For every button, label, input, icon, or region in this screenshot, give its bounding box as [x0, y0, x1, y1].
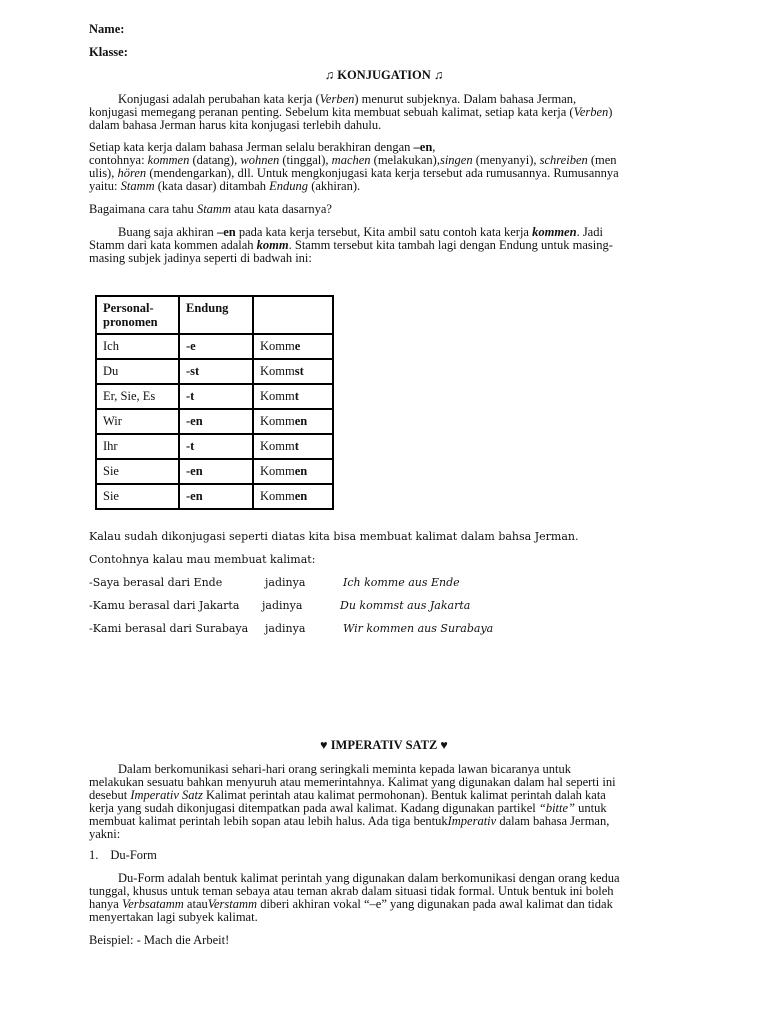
table-row: [96, 384, 333, 409]
ending-cell: -e: [179, 334, 253, 359]
conjugated-cell: Kommen: [253, 409, 333, 434]
conjugated-cell: Kommen: [253, 459, 333, 484]
pronoun-cell: Ich: [96, 334, 179, 359]
example-indonesian: -Saya berasal dari Ende: [89, 576, 223, 589]
paragraph-line: Stamm dari kata kommen adalah komm. Stamm tersebut kita tambah lagi dengan Endung untuk masing-: [89, 238, 613, 252]
list-item-du-form: 1. Du-Form: [89, 848, 157, 862]
paragraph-line: tunggal, khusus untuk teman sebaya atau teman akrab dalam situasi tidak formal. Untuk bentuk ini boleh: [89, 884, 614, 898]
paragraph-line: membuat kalimat perintah lebih sopan atau lebih halus. Ada tiga bentukImperativ dalam bahasa Jerman,: [89, 814, 610, 828]
pronoun-cell: Wir: [96, 409, 179, 434]
paragraph-line: dalam bahasa Jerman harus kita konjugasi terlebih dahulu.: [89, 118, 382, 132]
paragraph-line: Bagaimana cara tahu Stamm atau kata dasarnya?: [89, 202, 332, 216]
example-jadinya: jadinya: [265, 576, 306, 589]
ending-cell: -en: [179, 484, 253, 509]
name-label: Name:: [89, 22, 125, 36]
konjugation-heading: ♫ KONJUGATION ♫: [324, 68, 444, 82]
pronoun-cell: Du: [96, 359, 179, 384]
example-german: Ich komme aus Ende: [343, 576, 460, 589]
paragraph-line: melakukan sesuatu bahkan menyuruh atau memerintahnya. Kalimat yang digunakan dalam hal seperti ini: [89, 775, 616, 789]
example-german: Wir kommen aus Surabaya: [343, 622, 494, 635]
paragraph-line: yakni:: [89, 827, 121, 841]
table-row: [96, 484, 333, 509]
header-cell-pronomen: Personal- pronomen: [96, 296, 179, 334]
ending-cell: -t: [179, 384, 253, 409]
klasse-label: Klasse:: [89, 45, 128, 59]
pronoun-cell: Sie: [96, 459, 179, 484]
paragraph-line: Konjugasi adalah perubahan kata kerja (Verben) menurut subjeknya. Dalam bahasa Jerman,: [118, 92, 577, 106]
pronoun-cell: Er, Sie, Es: [96, 384, 179, 409]
paragraph-line: masing subjek jadinya seperti di badwah ini:: [89, 251, 312, 265]
paragraph-line: Dalam berkomunikasi sehari-hari orang seringkali meminta kepada lawan bicaranya untuk: [118, 762, 571, 776]
paragraph-line: kerja yang sudah dikonjugasi ditempatkan pada awal kalimat. Kadang digunakan partikel “bitte” untuk: [89, 801, 607, 815]
conjugation-table: [95, 295, 334, 510]
paragraph-line: konjugasi memegang peranan penting. Sebelum kita membuat sebuah kalimat, setiap kata kerja (Verben): [89, 105, 613, 119]
ending-cell: -en: [179, 409, 253, 434]
paragraph-line: contohnya: kommen (datang), wohnen (tinggal), machen (melakukan),singen (menyanyi), schreiben (men: [89, 153, 617, 167]
paragraph-line: yaitu: Stamm (kata dasar) ditambah Endung (akhiran).: [89, 179, 361, 193]
paragraph-line: Du-Form adalah bentuk kalimat perintah yang digunakan dalam berkomunikasi dengan orang kedua: [118, 871, 620, 885]
conjugated-cell: Kommen: [253, 484, 333, 509]
conjugated-cell: Kommst: [253, 359, 333, 384]
table-row: [96, 409, 333, 434]
paragraph-line: Kalau sudah dikonjugasi seperti diatas kita bisa membuat kalimat dalam bahsa Jerman.: [89, 530, 579, 543]
conjugated-cell: Komme: [253, 334, 333, 359]
example-indonesian: -Kami berasal dari Surabaya: [89, 622, 249, 635]
ending-cell: -t: [179, 434, 253, 459]
pronoun-cell: Sie: [96, 484, 179, 509]
paragraph-line: Setiap kata kerja dalam bahasa Jerman selalu berakhiran dengan –en,: [89, 140, 436, 154]
conjugated-cell: Kommt: [253, 384, 333, 409]
ending-cell: -st: [179, 359, 253, 384]
pronoun-cell: Ihr: [96, 434, 179, 459]
imperativ-heading: ♥ IMPERATIV SATZ ♥: [320, 738, 448, 752]
table-row: [96, 459, 333, 484]
paragraph-line: desebut Imperativ Satz Kalimat perintah atau kalimat permohonan). Bentuk kalimat perintah dalah kata: [89, 788, 606, 802]
example-indonesian: -Kamu berasal dari Jakarta: [89, 599, 240, 612]
conjugated-cell: Kommt: [253, 434, 333, 459]
paragraph-line: menyertakan lagi subyek kalimat.: [89, 910, 258, 924]
example-german: Du kommst aus Jakarta: [340, 599, 471, 612]
paragraph-line: Buang saja akhiran –en pada kata kerja tersebut, Kita ambil satu contoh kata kerja kommen. Jadi: [118, 225, 603, 239]
paragraph-line: hanya Verbsatamm atauVerstamm diberi akhiran vokal “–e” yang digunakan pada awal kalimat dan tidak: [89, 897, 613, 911]
paragraph-line: ulis), hören (mendengarkan), dll. Untuk mengkonjugasi kata kerja tersebut ada rumusannya. Rumusannya: [89, 166, 619, 180]
ending-cell: -en: [179, 459, 253, 484]
beispiel-line: Beispiel: - Mach die Arbeit!: [89, 933, 230, 947]
table-row: [96, 334, 333, 359]
table-header-row: [96, 296, 333, 334]
table-row: [96, 434, 333, 459]
example-jadinya: jadinya: [262, 599, 303, 612]
paragraph-line: Contohnya kalau mau membuat kalimat:: [89, 553, 316, 566]
header-cell-empty: [253, 296, 333, 334]
table-row: [96, 359, 333, 384]
example-jadinya: jadinya: [265, 622, 306, 635]
header-cell-endung: Endung: [179, 296, 253, 334]
